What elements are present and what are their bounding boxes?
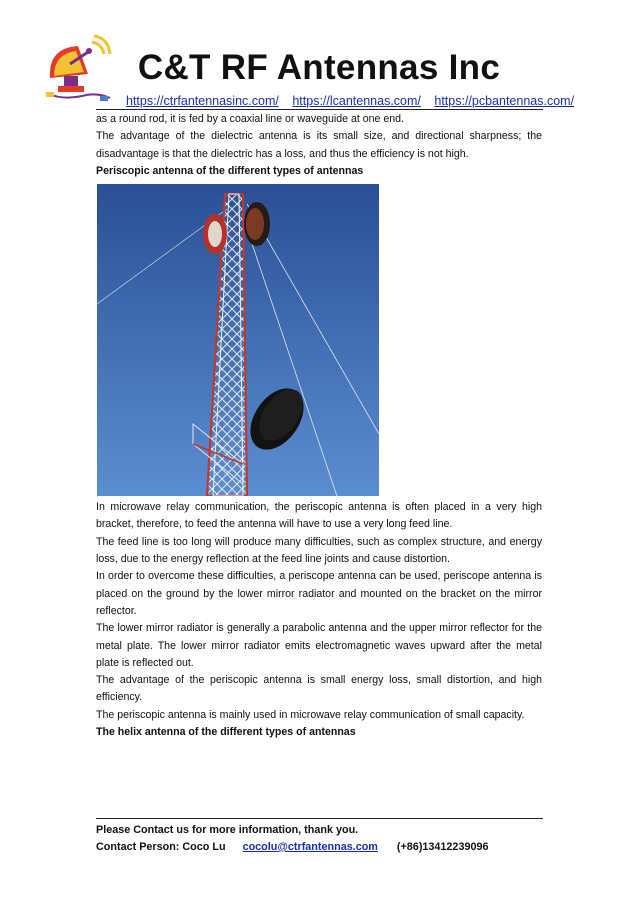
- paragraph: The advantage of the dielectric antenna is its small size, and directional sharpness; the disadvantage is that the dielectric has a loss, and thus the efficiency is not high.: [96, 130, 542, 160]
- section-heading: Periscopic antenna of the different types of antennas: [96, 164, 364, 177]
- footer-note: Please Contact us for more information, thank you.: [96, 824, 359, 836]
- contact-person: Contact Person: Coco Lu: [96, 841, 226, 853]
- document-body: [96, 111, 542, 741]
- phone-number: (+86)13412239096: [396, 841, 489, 853]
- link-lcantennas[interactable]: https://lcantennas.com/: [292, 94, 421, 108]
- paragraph: The periscopic antenna is mainly used in microwave relay communication of small capacity.: [96, 708, 525, 721]
- header-links: [126, 94, 584, 108]
- link-ctrfantennasinc[interactable]: https://ctrfantennasinc.com/: [126, 94, 279, 108]
- company-name: C&T RF Antennas Inc: [137, 48, 501, 87]
- footer: [96, 822, 488, 856]
- contact-line: [96, 839, 488, 856]
- link-pcbantennas[interactable]: https://pcbantennas.com/: [434, 94, 575, 108]
- periscope-antenna-tower-photo: [97, 184, 379, 496]
- paragraph: In microwave relay communication, the periscopic antenna is often placed in a very high bracket, therefore, to feed the antenna will have to use a very long feed line.: [96, 501, 542, 531]
- paragraph: In order to overcome these difficulties, a periscope antenna can be used, periscope antenna is placed on the ground by the lower mirror radiator and mounted on the bracket on the mirror reflector.: [96, 570, 542, 617]
- header-divider: [96, 109, 543, 110]
- email-link[interactable]: cocolu@ctrfantennas.com: [242, 841, 378, 853]
- paragraph: The advantage of the periscopic antenna is small energy loss, small distortion, and high efficiency.: [96, 674, 542, 704]
- paragraph: The feed line is too long will produce many difficulties, such as complex structure, and energy loss, due to the energy reflection at the feed line joints and cause distortion.: [96, 535, 542, 566]
- footer-divider: [96, 818, 543, 819]
- section-heading: The helix antenna of the different types of antennas: [96, 726, 356, 739]
- paragraph: as a round rod, it is fed by a coaxial line or waveguide at one end.: [96, 113, 404, 125]
- paragraph: The lower mirror radiator is generally a parabolic antenna and the upper mirror reflector for the metal plate. The lower mirror radiator emits electromagnetic waves upward after the metal plate is reflected out.: [96, 622, 542, 669]
